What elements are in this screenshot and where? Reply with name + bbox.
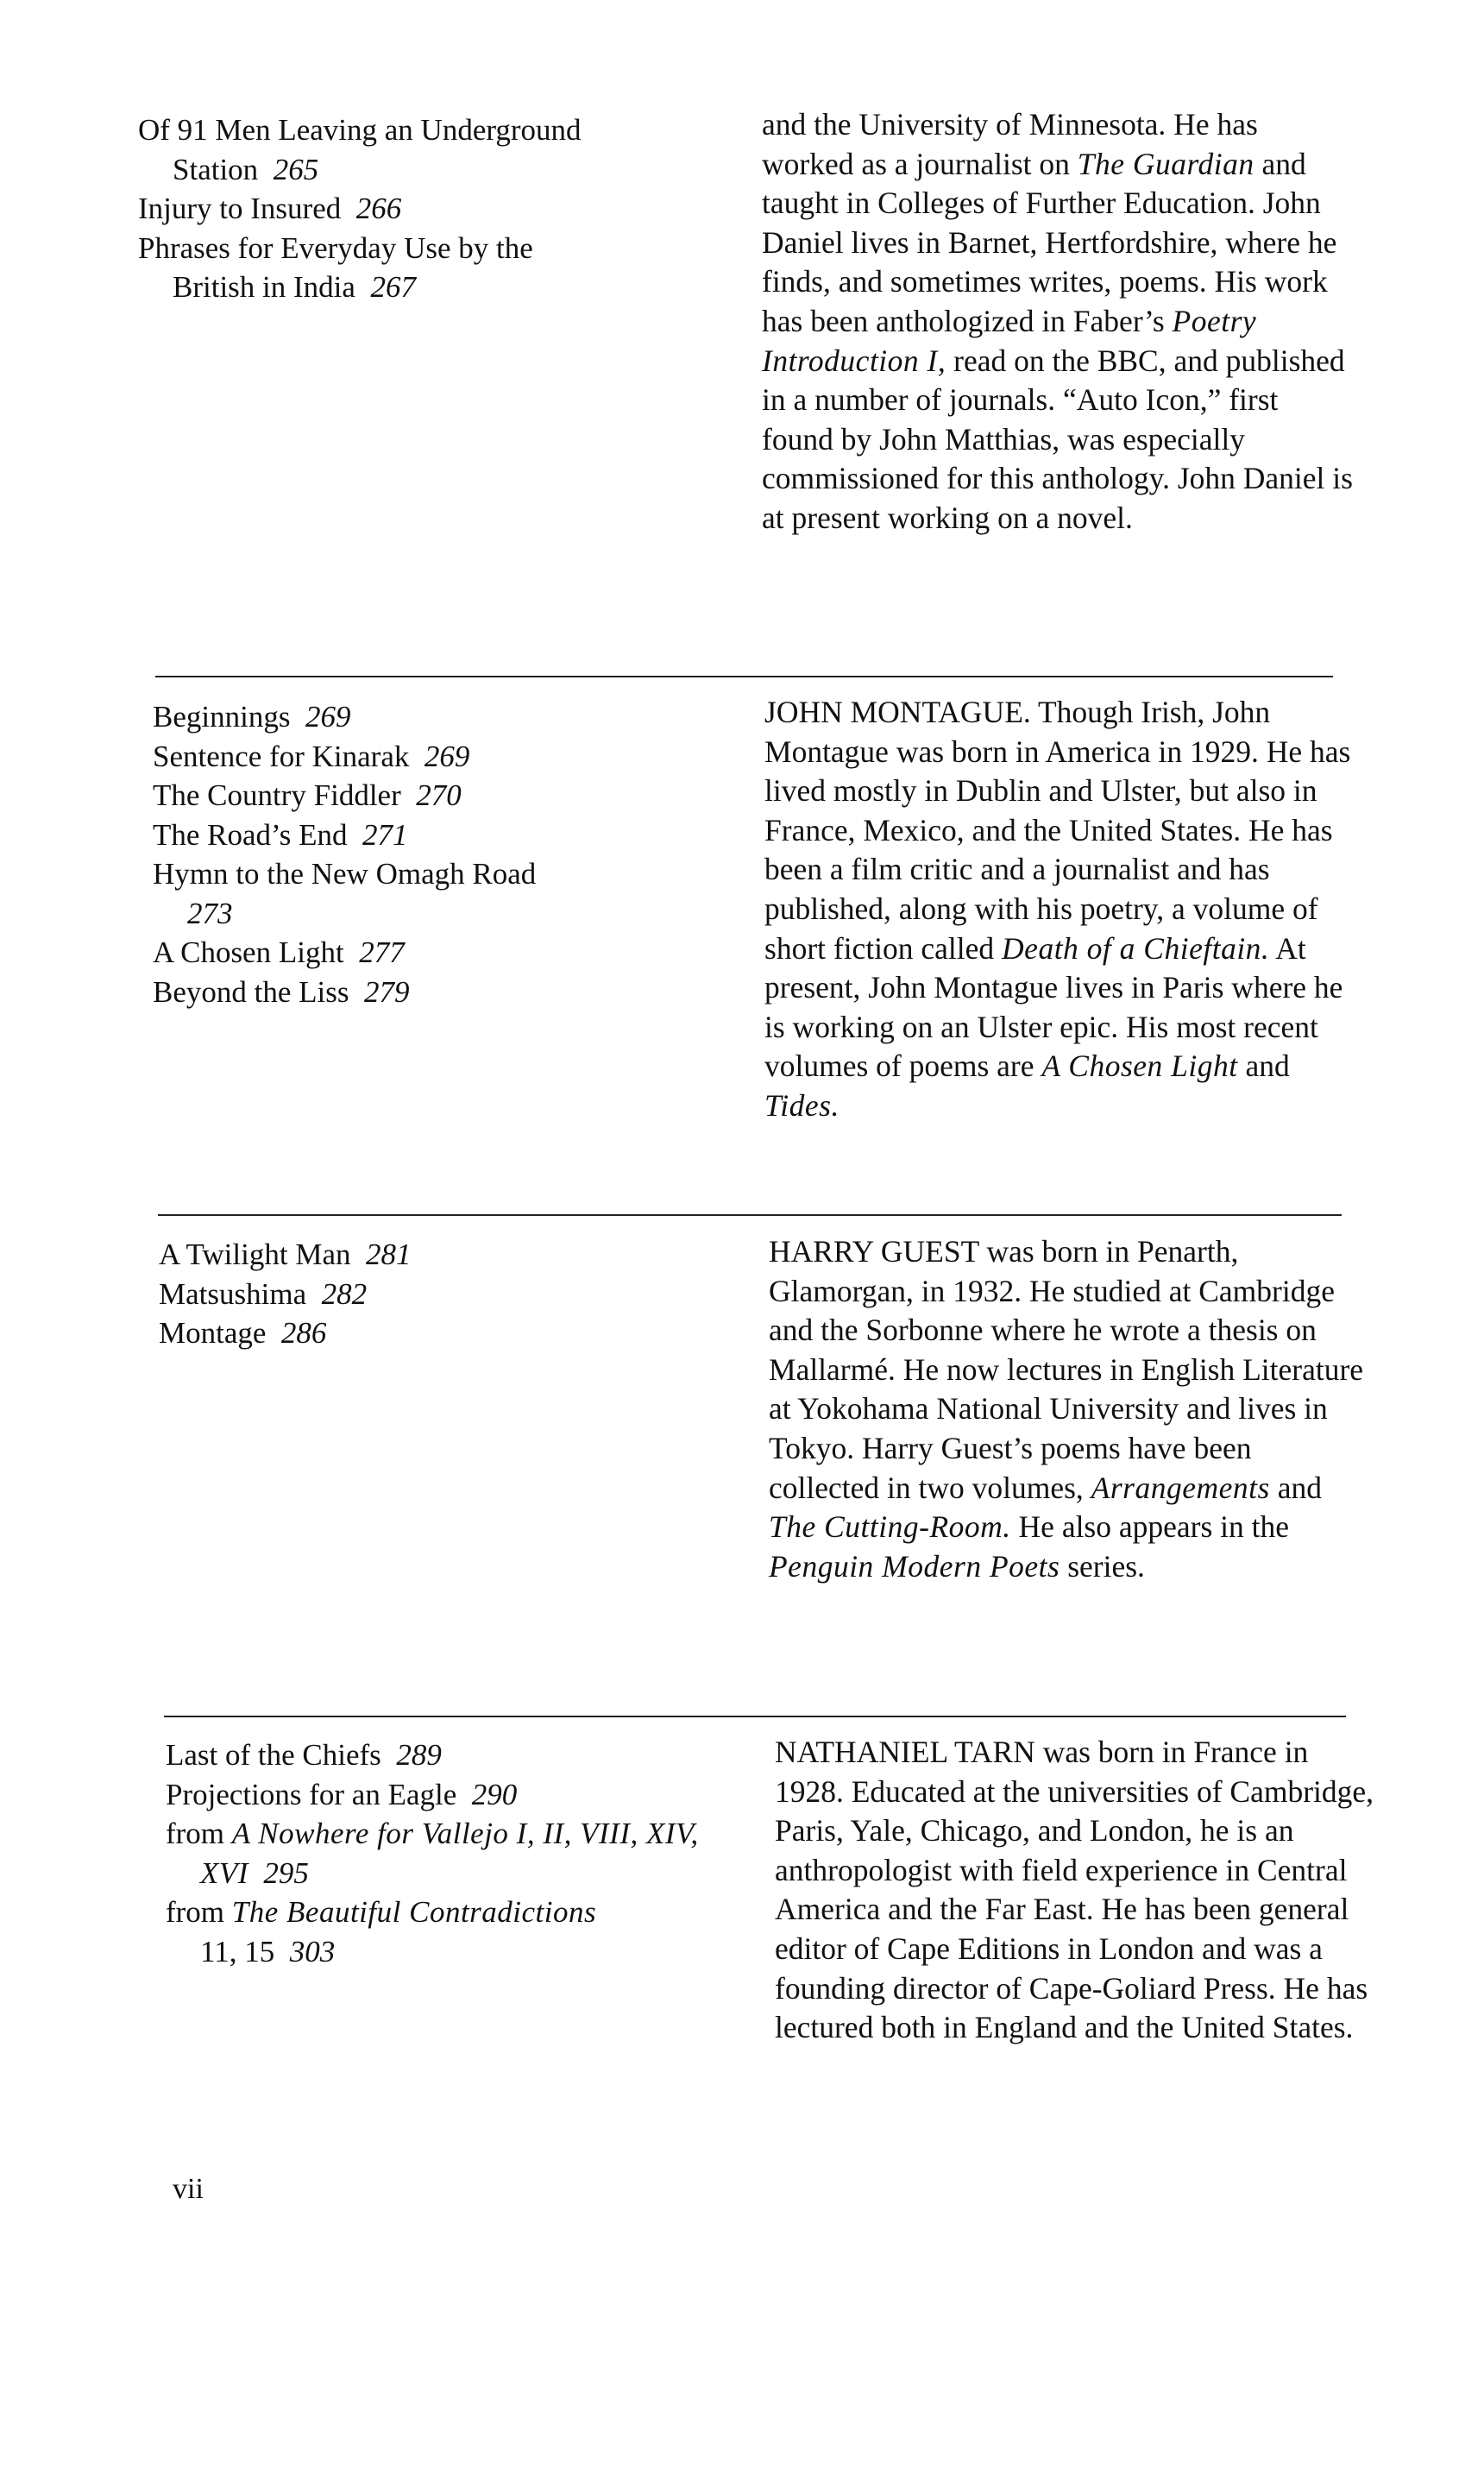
contents-entry: The Road’s End 271 [153,817,408,852]
page-number: 290 [471,1777,518,1811]
biography-text: HARRY GUEST was born in Penarth, Glamorgan, in 1932. He studied at Cambridge and the Sorbonne where he wrote a thesis on Mallarmé. He now lectures in English Literature at Yokohama National University and lives in Tokyo. Harry Guest’s poems have been collected in two volumes, Arrangements and The Cutting-Room. He also appears in the Penguin Modern Poets series. [769,1234,1364,1584]
page-number: 270 [416,778,462,812]
page-number: 303 [289,1934,336,1968]
contents-entry: Last of the Chiefs 289 [166,1738,442,1772]
section-divider [158,1214,1342,1216]
contents-entry: Beyond the Liss 279 [153,974,410,1009]
page-number: 277 [359,935,405,969]
contents-list [153,697,705,1011]
page-number: 273 [187,896,233,930]
page-number: 282 [321,1276,368,1311]
page-number: 269 [424,739,470,773]
page-folio: vii [173,2173,204,2205]
section-divider [155,676,1333,677]
contents-entry: A Chosen Light 277 [153,935,405,969]
section-divider [164,1716,1346,1717]
page-number: 267 [370,270,416,304]
contents-entry: Hymn to the New Omagh Road 273 [153,857,537,930]
contents-entry: The Country Fiddler 270 [153,778,462,812]
page-number: 295 [263,1855,309,1890]
contents-entry: Montage 286 [159,1316,327,1350]
contents-entry: Matsushima 282 [159,1276,368,1311]
contents-list [159,1235,711,1353]
page-number: 265 [273,152,319,186]
page-number: 286 [280,1316,327,1350]
page-number: 269 [305,700,351,734]
contents-entry: from The Beautiful Contradictions 11, 15 303 [166,1895,597,1968]
contents-entry: Sentence for Kinarak 269 [153,739,470,773]
page-number: 281 [365,1238,412,1271]
contents-entry: Projections for an Eagle 290 [166,1777,518,1811]
contents-list [138,110,690,307]
page-number: 289 [396,1738,442,1772]
biography-text: and the University of Minnesota. He has worked as a journalist on The Guardian and taught in Colleges of Further Education. John Daniel lives in Barnet, Hertfordshire, where he finds, and sometimes writes, poems. His work has been anthologized in Faber’s Poetry Introduction I, read on the BBC, and published in a number of journals. “Auto Icon,” first found by John Matthias, was especially commissioned for this anthology. John Daniel is at present working on a novel. [762,107,1353,535]
page-number: 271 [362,817,408,852]
contents-entry: Beginnings 269 [153,700,351,734]
page-number: 266 [355,192,402,225]
contents-entry: A Twilight Man 281 [159,1238,412,1271]
contents-entry: Of 91 Men Leaving an Underground Station 265 [138,113,582,186]
contents-entry: Injury to Insured 266 [138,192,402,225]
contents-list [166,1735,735,1971]
biography-text: JOHN MONTAGUE. Though Irish, John Montague was born in America in 1929. He has lived mostly in Dublin and Ulster, but also in France, Mexico, and the United States. He has been a film critic and a journalist and has published, along with his poetry, a volume of short fiction called Death of a Chieftain. At present, John Montague lives in Paris where he is working on an Ulster epic. His most recent volumes of poems are A Chosen Light and Tides. [764,695,1351,1123]
page-number: 279 [363,974,410,1009]
contents-entry: from A Nowhere for Vallejo I, II, VIII, XIV, XVI 295 [166,1817,699,1890]
biography-text: NATHANIEL TARN was born in France in 1928. Educated at the universities of Cambridge, Paris, Yale, Chicago, and London, he is an anthropologist with field experience in Central America and the Far East. He has been general editor of Cape Editions in London and was a founding director of Cape-Goliard Press. He has lectured both in England and the United States. [775,1735,1374,2045]
contents-entry: Phrases for Everyday Use by the British in India 267 [138,230,533,304]
